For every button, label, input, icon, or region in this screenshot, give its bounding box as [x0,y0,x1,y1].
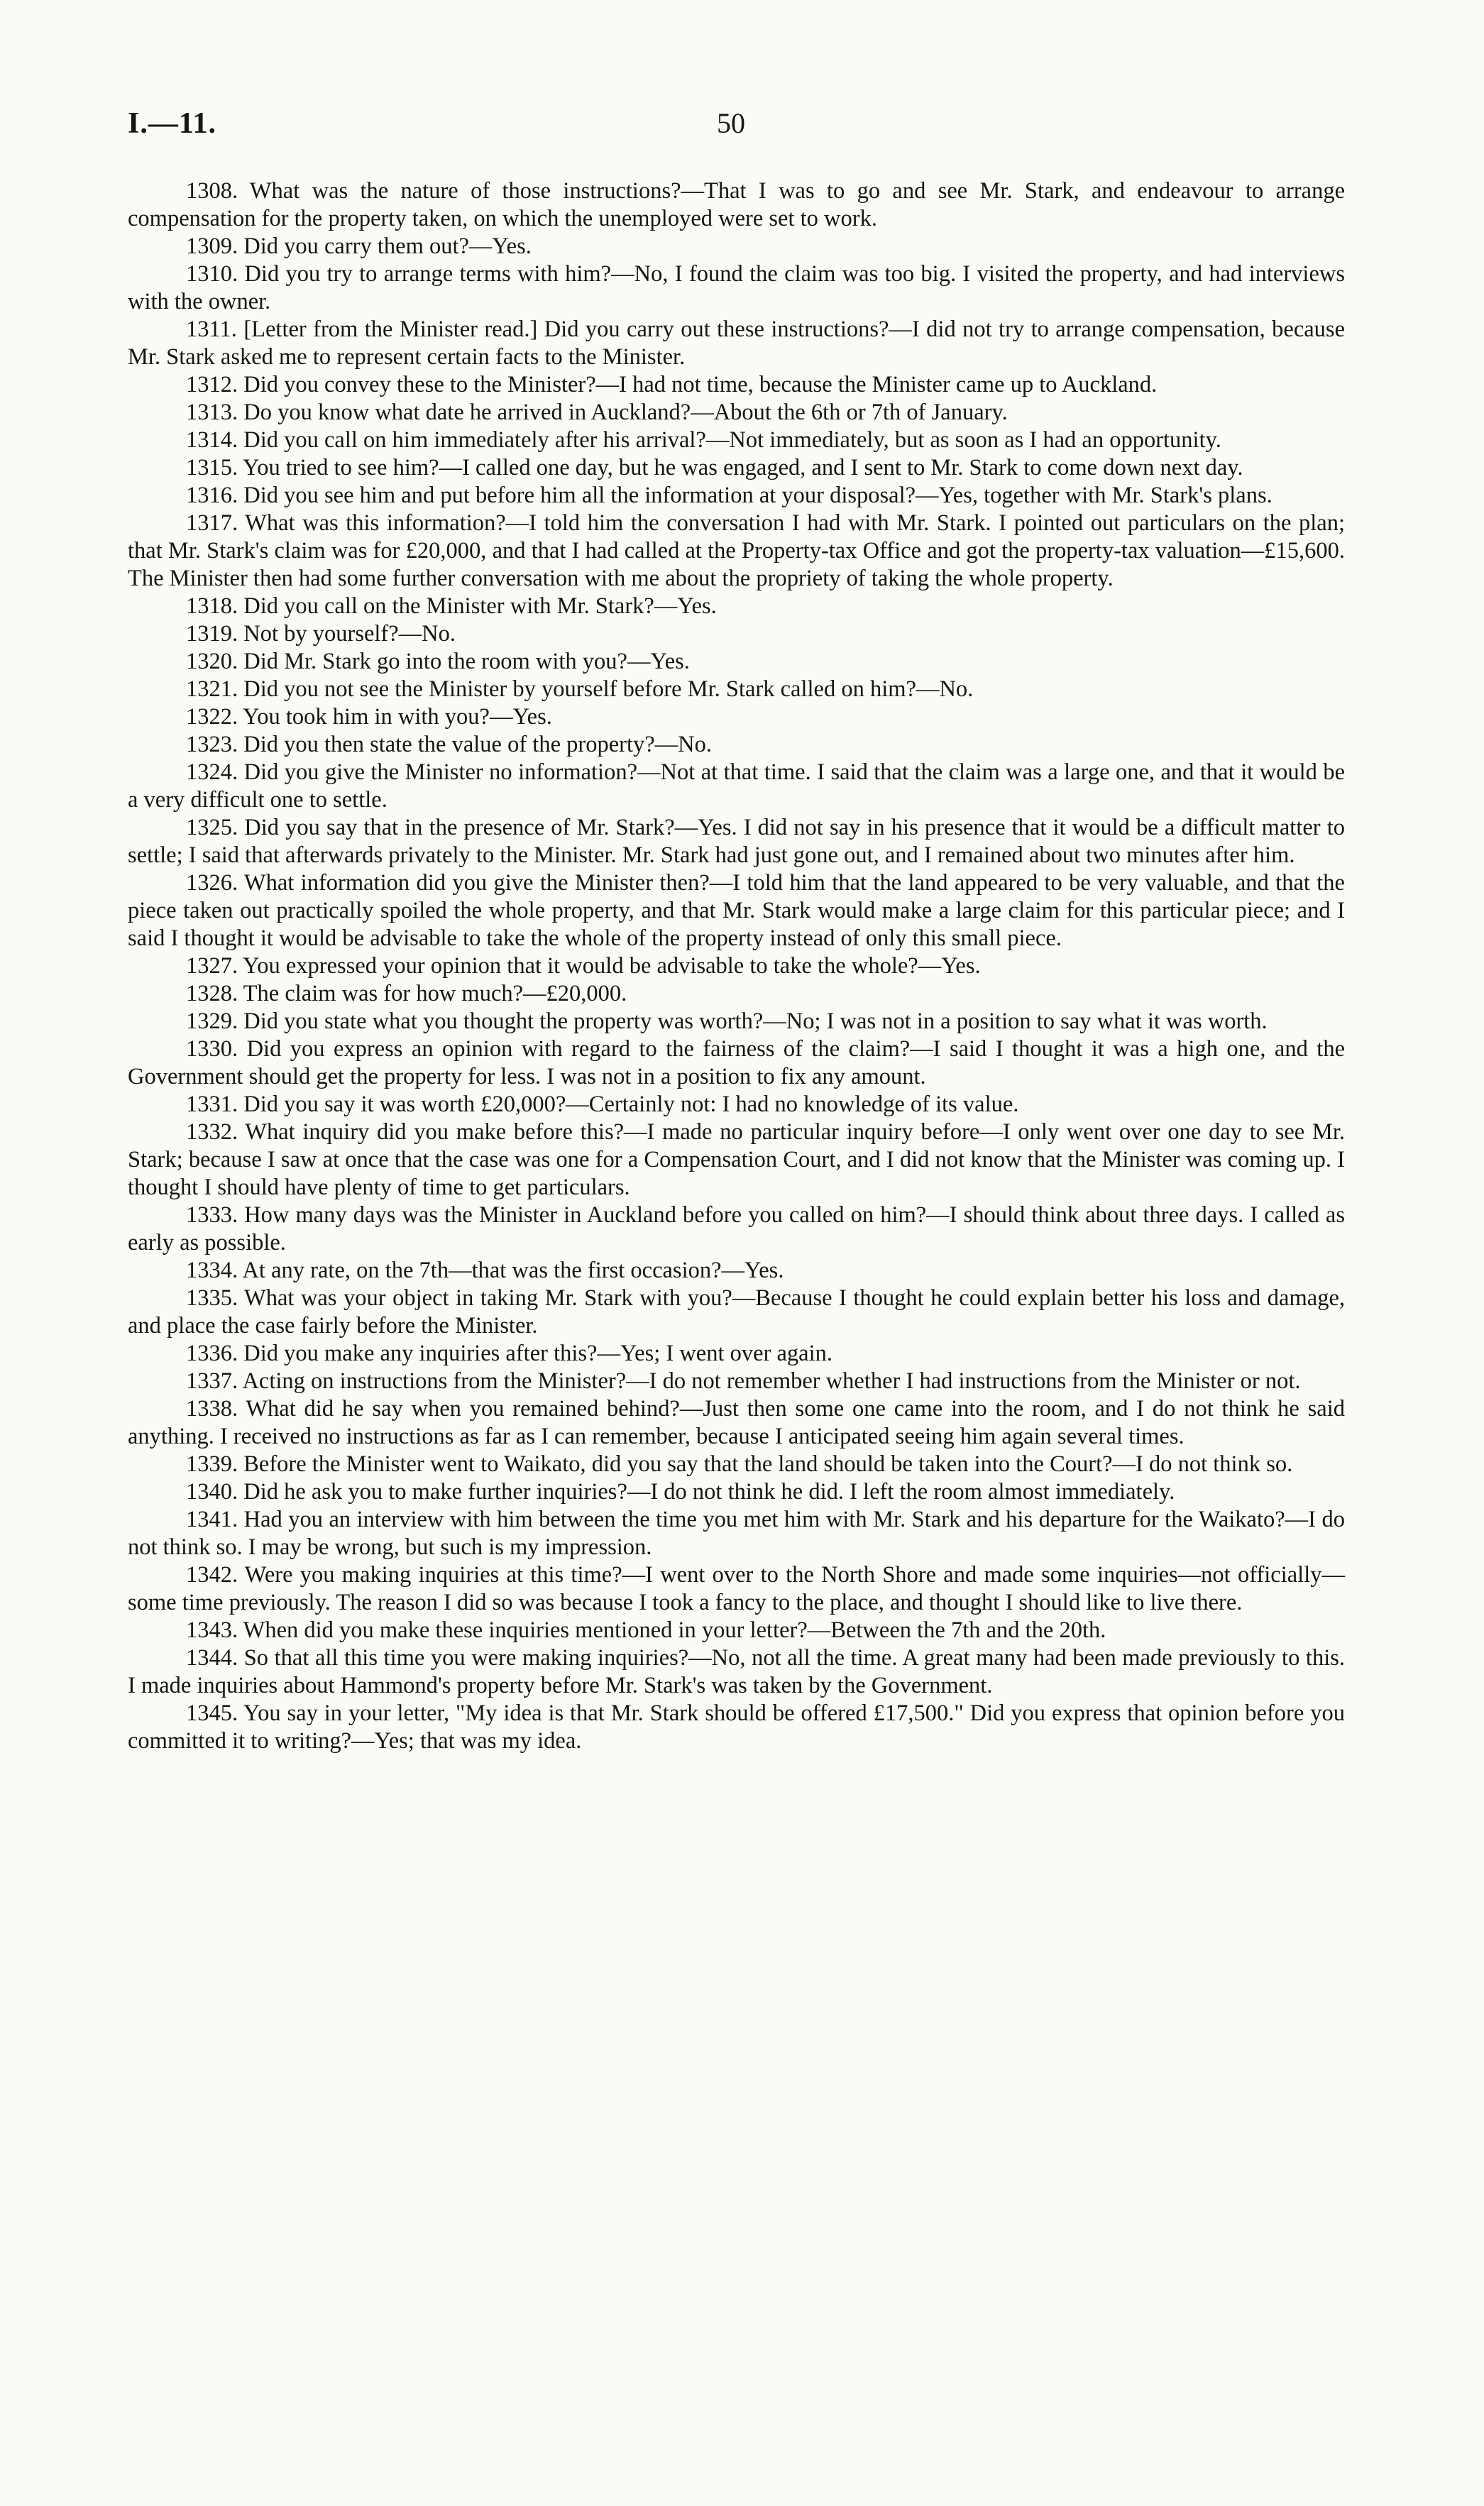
question-1318: 1318. Did you call on the Minister with Mr. Stark?—Yes. [186,593,717,619]
question-1319: 1319. Not by yourself?—No. [186,621,456,647]
question-1314: 1314. Did you call on him immediately after his arrival?—Not immediately, but as soon as I had an opportunity. [186,427,1221,453]
question-1334: 1334. At any rate, on the 7th—that was the first occasion?—Yes. [186,1258,784,1283]
question-1316: 1316. Did you see him and put before him all the information at your disposal?—Yes, together with Mr. Stark's plans. [186,483,1273,508]
question-1312: 1312. Did you convey these to the Minister?—I had not time, because the Minister came up to Auckland. [186,372,1158,397]
question-1335: 1335. What was your object in taking Mr. Stark with you?—Because I thought he could explain better his loss and damage, and place the case fairly before the Minister. [128,1285,1345,1339]
question-1340: 1340. Did he ask you to make further inquiries?—I do not think he did. I left the room almost immediately. [186,1479,1175,1505]
question-1338: 1338. What did he say when you remained behind?—Just then some one came into the room, and I do not think he said anything. I received no instructions as far as I can remember, because I anticipated seeing him again several times. [128,1396,1345,1449]
question-1315: 1315. You tried to see him?—I called one day, but he was engaged, and I sent to Mr. Stark to come down next day. [186,455,1243,480]
question-1325: 1325. Did you say that in the presence of Mr. Stark?—Yes. I did not say in his presence that it would be a difficult matter to settle; I said that afterwards privately to the Minister. Mr. Stark had just gone out, and I remained about two minutes after him. [128,815,1345,868]
question-1337: 1337. Acting on instructions from the Minister?—I do not remember whether I had instructions from the Minister or not. [186,1368,1301,1394]
question-1317: 1317. What was this information?—I told him the conversation I had with Mr. Stark. I pointed out particulars on the plan; that Mr. Stark's claim was for £20,000, and that I had called at the Property-tax Office and got the property-tax valuation—£15,600. The Minister then had some further conversation with me about the propriety of taking the whole property. [128,510,1345,591]
question-1311: 1311. [Letter from the Minister read.] Did you carry out these instructions?—I did not try to arrange compensation, because Mr. Stark asked me to represent certain facts to the Minister. [128,317,1345,370]
question-1323: 1323. Did you then state the value of the property?—No. [186,732,712,757]
question-1342: 1342. Were you making inquiries at this time?—I went over to the North Shore and made some inquiries—not officially—some time previously. The reason I did so was because I took a fancy to the place, and thought I should like to live there. [128,1562,1345,1615]
question-1343: 1343. When did you make these inquiries mentioned in your letter?—Between the 7th and the 20th. [186,1617,1106,1643]
question-1329: 1329. Did you state what you thought the property was worth?—No; I was not in a position to say what it was worth. [186,1009,1268,1034]
question-1339: 1339. Before the Minister went to Waikato, did you say that the land should be taken into the Court?—I do not think so. [186,1451,1293,1477]
question-1336: 1336. Did you make any inquiries after this?—Yes; I went over again. [186,1341,833,1366]
question-1332: 1332. What inquiry did you make before this?—I made no particular inquiry before—I only went over one day to see Mr. Stark; because I saw at once that the case was one for a Compensation Court, and I did not know that the Minister was coming up. I thought I should have plenty of time to get particulars. [128,1119,1345,1200]
question-1326: 1326. What information did you give the Minister then?—I told him that the land appeared to be very valuable, and that the piece taken out practically spoiled the whole property, and that Mr. Stark would make a large claim for this particular piece; and I said I thought it would be advisable to take the whole of the property instead of only this small piece. [128,870,1345,951]
page-header [128,106,1345,149]
question-1322: 1322. You took him in with you?—Yes. [186,704,552,730]
testimony-body [128,177,1345,1755]
question-1344: 1344. So that all this time you were making inquiries?—No, not all the time. A great many had been made previously to this. I made inquiries about Hammond's property before Mr. Stark's was taken by the Government. [128,1645,1345,1698]
question-1324: 1324. Did you give the Minister no information?—Not at that time. I said that the claim was a large one, and that it would be a very difficult one to settle. [128,759,1345,813]
question-1309: 1309. Did you carry them out?—Yes. [186,233,532,259]
question-1333: 1333. How many days was the Minister in Auckland before you called on him?—I should think about three days. I called as early as possible. [128,1202,1345,1255]
question-1321: 1321. Did you not see the Minister by yourself before Mr. Stark called on him?—No. [186,676,974,702]
question-1313: 1313. Do you know what date he arrived in Auckland?—About the 6th or 7th of January. [186,400,1008,425]
question-1308: 1308. What was the nature of those instructions?—That I was to go and see Mr. Stark, and endeavour to arrange compensation for the property taken, on which the unemployed were set to work. [128,178,1345,231]
document-reference: I.—11. [128,107,217,140]
question-1310: 1310. Did you try to arrange terms with him?—No, I found the claim was too big. I visited the property, and had interviews with the owner. [128,261,1345,314]
question-1345: 1345. You say in your letter, "My idea is that Mr. Stark should be offered £17,500." Did you express that opinion before you committed it to writing?—Yes; that was my idea. [128,1700,1345,1754]
question-1320: 1320. Did Mr. Stark go into the room with you?—Yes. [186,649,690,674]
question-1330: 1330. Did you express an opinion with regard to the fairness of the claim?—I said I thought it was a high one, and the Government should get the property for less. I was not in a position to fix any amount. [128,1036,1345,1089]
question-1328: 1328. The claim was for how much?—£20,000. [186,981,627,1006]
page-number: 50 [717,107,745,139]
question-1331: 1331. Did you say it was worth £20,000?—Certainly not: I had no knowledge of its value. [186,1092,1019,1117]
question-1327: 1327. You expressed your opinion that it would be advisable to take the whole?—Yes. [186,953,981,979]
question-1341: 1341. Had you an interview with him between the time you met him with Mr. Stark and his departure for the Waikato?—I do not think so. I may be wrong, but such is my impression. [128,1507,1345,1560]
